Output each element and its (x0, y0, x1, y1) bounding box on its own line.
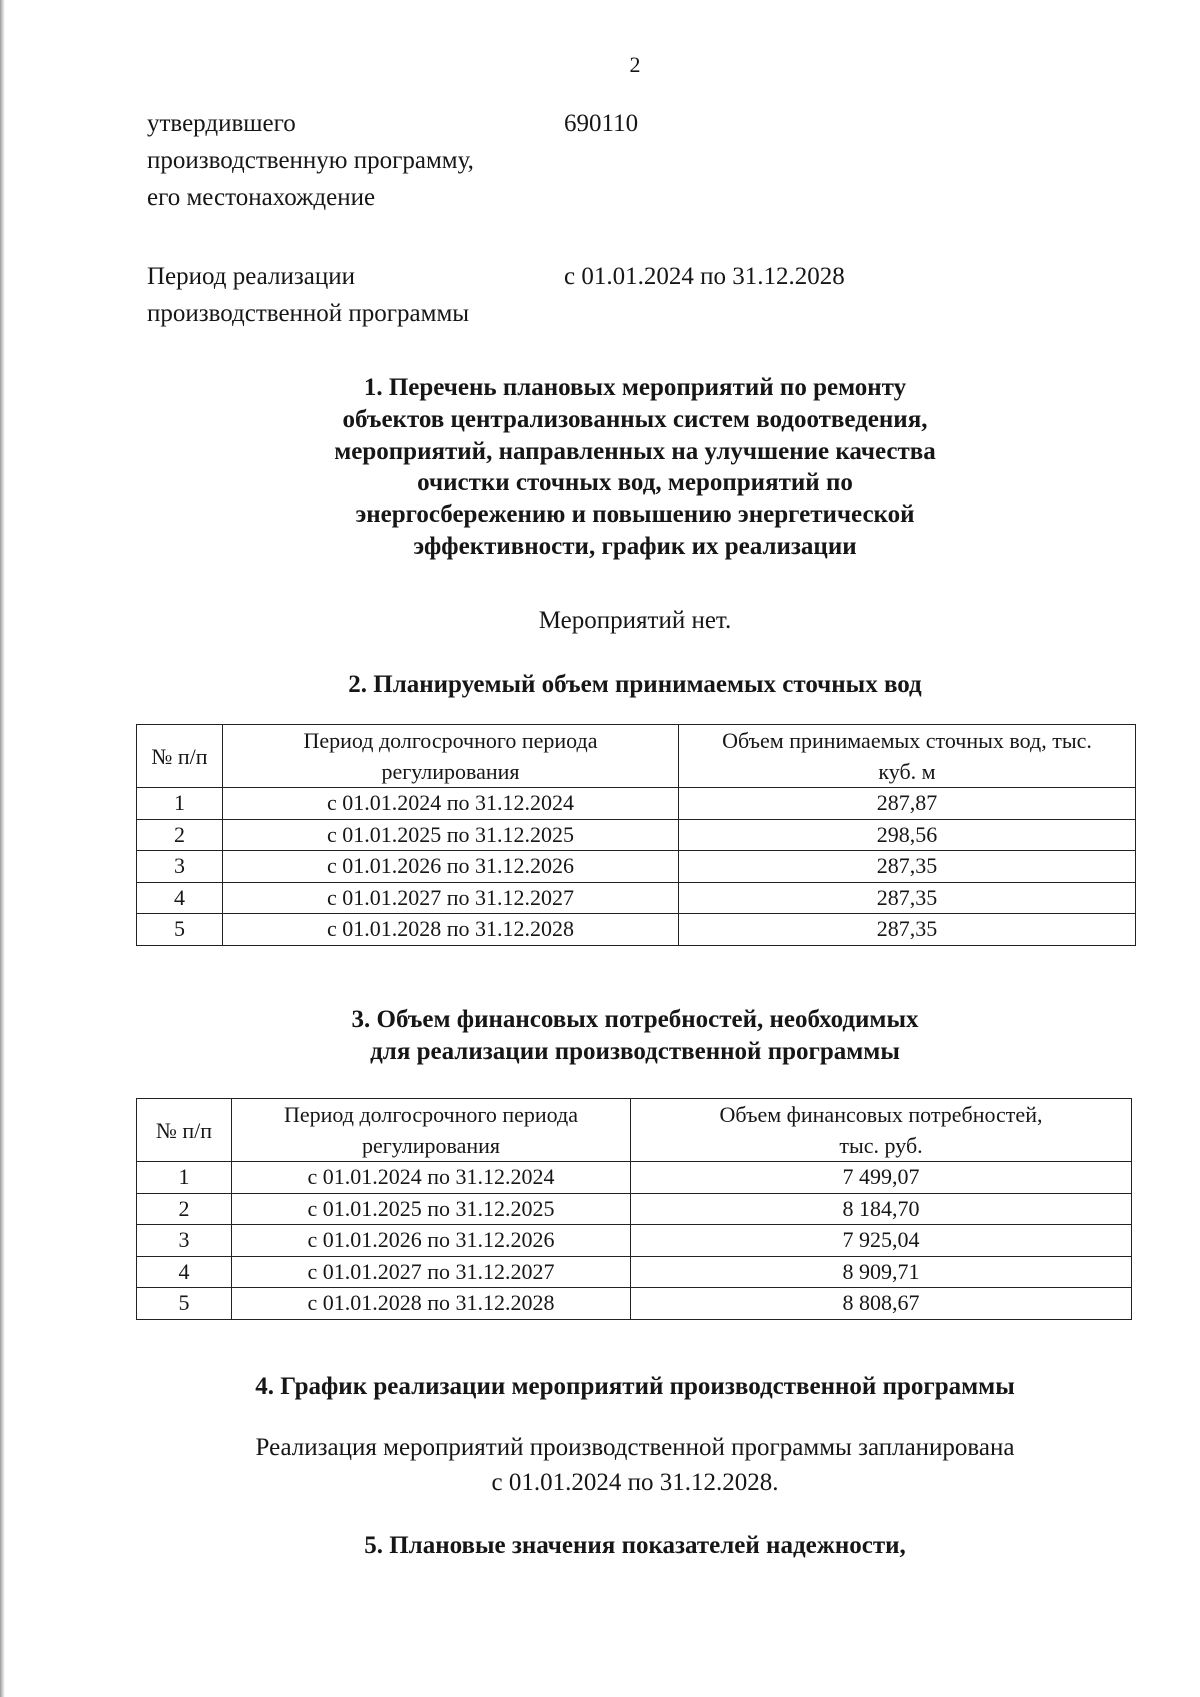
header-num: № п/п (137, 1099, 232, 1162)
cell-num: 3 (137, 851, 223, 883)
table-row (137, 1225, 1132, 1257)
table-row (137, 914, 1136, 946)
section1-title-line: энергосбережению и повышению энергетической (355, 501, 915, 529)
section1-title-line: очистки сточных вод, мероприятий по (417, 469, 853, 497)
financial-needs-table (136, 1098, 1132, 1320)
cell-num: 1 (137, 1162, 232, 1194)
header-num: № п/п (137, 725, 223, 788)
approver-label-line: утвердившего (147, 110, 296, 137)
cell-period: с 01.01.2028 по 31.12.2028 (232, 1288, 631, 1320)
header-value (679, 725, 1136, 788)
cell-num: 5 (137, 1288, 232, 1320)
header-value-line: Объем финансовых потребностей, (719, 1102, 1043, 1127)
table-row (137, 882, 1136, 914)
cell-period: с 01.01.2024 по 31.12.2024 (223, 788, 679, 820)
section1-body: Мероприятий нет. (538, 607, 732, 634)
cell-num: 4 (137, 882, 223, 914)
section1-title-line: объектов централизованных систем водоотведения, (342, 405, 928, 433)
cell-value: 287,35 (679, 851, 1136, 883)
section4-title: 4. График реализации мероприятий производственной программы (255, 1373, 1015, 1400)
period-label-line: производственной программы (147, 300, 470, 327)
cell-period: с 01.01.2025 по 31.12.2025 (223, 819, 679, 851)
cell-period: с 01.01.2028 по 31.12.2028 (223, 914, 679, 946)
cell-value: 298,56 (679, 819, 1136, 851)
cell-period: с 01.01.2024 по 31.12.2024 (232, 1162, 631, 1194)
header-period (232, 1099, 631, 1162)
cell-num: 1 (137, 788, 223, 820)
header-period (223, 725, 679, 788)
cell-value: 287,35 (679, 914, 1136, 946)
table-row (137, 788, 1136, 820)
section1-title-line: мероприятий, направленных на улучшение качества (334, 437, 936, 465)
table-header-row (137, 1099, 1132, 1162)
section3-title (0, 1004, 1200, 1068)
cell-period: с 01.01.2027 по 31.12.2027 (223, 882, 679, 914)
period-label (147, 258, 469, 332)
table-row (137, 1256, 1132, 1288)
page-number: 2 (629, 52, 641, 77)
header-period-line: регулирования (361, 1133, 501, 1158)
cell-value: 7 499,07 (631, 1162, 1132, 1194)
period-value: с 01.01.2024 по 31.12.2028 (564, 263, 845, 290)
header-value (631, 1099, 1132, 1162)
cell-value: 8 808,67 (631, 1288, 1132, 1320)
wastewater-volume-table (136, 724, 1136, 946)
table-header-row (137, 725, 1136, 788)
header-value-line: куб. м (878, 759, 936, 784)
header-period-line: Период долгосрочного периода (303, 728, 598, 753)
section3-title-line: 3. Объем финансовых потребностей, необходимых (351, 1006, 919, 1033)
cell-num: 3 (137, 1225, 232, 1257)
section4-body-line: Реализация мероприятий производственной программы запланирована (255, 1434, 1015, 1461)
header-value-line: Объем принимаемых сточных вод, тыс. (722, 728, 1092, 753)
cell-value: 287,87 (679, 788, 1136, 820)
table-row (137, 1162, 1132, 1194)
section1-title-line: 1. Перечень плановых мероприятий по ремонту (363, 374, 907, 401)
cell-num: 5 (137, 914, 223, 946)
cell-num: 2 (137, 1193, 232, 1225)
cell-period: с 01.01.2025 по 31.12.2025 (232, 1193, 631, 1225)
header-value-line: тыс. руб. (839, 1133, 923, 1158)
approver-label-line: производственную программу, (147, 147, 474, 174)
cell-period: с 01.01.2027 по 31.12.2027 (232, 1256, 631, 1288)
cell-period: с 01.01.2026 по 31.12.2026 (223, 851, 679, 883)
cell-period: с 01.01.2026 по 31.12.2026 (232, 1225, 631, 1257)
section4-body-line: с 01.01.2024 по 31.12.2028. (491, 1469, 779, 1496)
cell-value: 287,35 (679, 882, 1136, 914)
table-row (137, 1193, 1132, 1225)
section1-title (0, 372, 1200, 563)
section2-title: 2. Планируемый объем принимаемых сточных вод (348, 671, 922, 698)
header-period-line: регулирования (381, 759, 520, 784)
cell-num: 4 (137, 1256, 232, 1288)
cell-value: 7 925,04 (631, 1225, 1132, 1257)
section3-title-line: для реализации производственной программы (370, 1037, 900, 1065)
header-period-line: Период долгосрочного периода (283, 1102, 579, 1127)
table-row (137, 819, 1136, 851)
cell-num: 2 (137, 819, 223, 851)
period-label-line: Период реализации (147, 263, 355, 290)
table-row (137, 1288, 1132, 1320)
section4-body (0, 1430, 1200, 1500)
approver-label (147, 105, 474, 216)
approver-label-line: его местонахождение (147, 184, 376, 211)
cell-value: 8 184,70 (631, 1193, 1132, 1225)
cell-value: 8 909,71 (631, 1256, 1132, 1288)
approver-value: 690110 (564, 110, 639, 137)
table-row (137, 851, 1136, 883)
section1-title-line: эффективности, график их реализации (413, 532, 857, 560)
section5-title: 5. Плановые значения показателей надежности, (364, 1532, 906, 1559)
